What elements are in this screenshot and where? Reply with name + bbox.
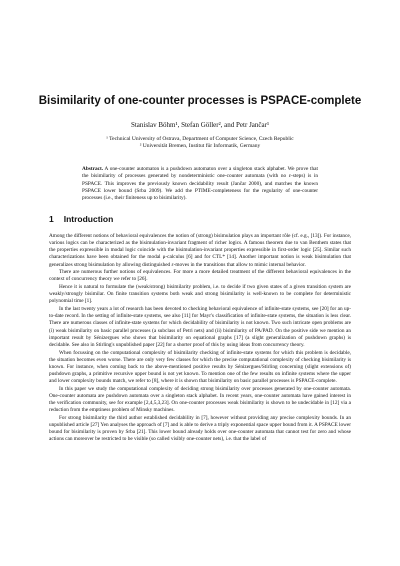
paragraph: In this paper we study the computational complexity of deciding strong bisimilarity over processes generated by one-counter automata. One-counter automata are pushdown automata over a singleton stack alphabet. In recent years, one-counter automata have gained interest in the verification community, see for example [2,4,5,3,23]. On one-counter processes weak bisimilarity is shown to be undecidable in [12] via a reduction from the emptiness problem of Minsky machines.: [49, 385, 351, 414]
paragraph: Hence it is natural to formulate the (weak/strong) bisimilarity problem, i.e. to decide if two given states of a given transition system are weakly/strongly bisimilar. On finite transition systems both weak and strong bisimilarity is well-known to be complete for deterministic polynomial time [1].: [49, 284, 351, 305]
section-body: [49, 233, 351, 444]
paragraph: Among the different notions of behavioral equivalences the notion of (strong) bisimulation plays an important rôle (cf. e.g., [13]). For instance, various logics can be characterized as the bisimulation-invariant fragment of richer logics. A famous theorem due to van Benthem states that the properties expressible in modal logic coincide with the bisimulation-invariant properties expressible in first-order logic [25]. Similar such characterizations have been obtained for the modal μ-calculus [6] and for CTL* [14]. Another important notion is weak bisimulation that generalizes strong bisimulation by allowing distinguished ε-moves in the transitions that allow to mimic internal behavior.: [49, 233, 351, 268]
abstract-text: A one-counter automaton is a pushdown automaton over a singleton stack alphabet. We prove that the bisimilarity of processes generated by nondeterministic one-counter automata (with no ε-steps) is in PSPACE. This improves the previously known decidability result (Jančar 2000), and matches the known PSPACE lower bound (Srba 2009). We add the PTIME-completeness for the regularity of one-counter processes (i.e., their finiteness up to bisimilarity).: [82, 166, 318, 202]
section-heading: [49, 214, 113, 224]
section-title: Introduction: [63, 214, 114, 224]
affiliation-1: ¹ Technical University of Ostrava, Department of Computer Science, Czech Republic: [106, 136, 294, 142]
paper-title: Bisimilarity of one-counter processes is PSPACE-complete: [38, 95, 362, 107]
paper-authors: Stanislav Böhm¹, Stefan Göller², and Petr Jančar¹: [130, 121, 270, 129]
abstract: [82, 166, 318, 202]
paragraph: In the last twenty years a lot of research has been devoted to checking behavioral equivalence of infinite-state systems, see [20] for an up-to-date record. In the setting of infinite-state systems, see also [11] for Mayr's classification of infinite-state systems, the situation is less clear. There are numerous classes of infinite-state systems for which decidability of bisimilarity is not known. Two such intricate open problems are (i) weak bisimilarity on basic parallel processes (a subclass of Petri nets) and (ii) bisimilarity of PA/PAD. On the positive side we mention an important result by Sénizergues who shows that bisimilarity on equational graphs [17] (a slight generalization of pushdown graphs) is decidable. See also in Stirling's unpublished paper [22] for a shorter proof of this by using ideas from concurrency theory.: [49, 306, 351, 348]
paragraph: When focussing on the computational complexity of bisimilarity checking of infinite-state systems for which this problem is decidable, the situation becomes even worse. There are only very few classes for which the precise computational complexity of checking bisimilarity is known. For instance, when coming back to the above-mentioned positive results by Sénizergues/Stirling concerning (slight extensions of) pushdown graphs, a primitive recursive upper bound is not yet known. To mention one of the few results on infinite systems where the upper and lower complexity bounds match, we refer to [8], where it is shown that bisimilarity on basic parallel processes is PSPACE-complete.: [49, 349, 351, 385]
affiliation-2: ² Universität Bremen, Institut für Informatik, Germany: [139, 143, 261, 149]
paragraph: There are numerous further notions of equivalences. For more a more detailed treatment of the different behavioral equivalences in the context of concurrency theory we refer to [26].: [49, 269, 351, 283]
paragraph: For strong bisimilarity the third author established decidability in [7], however without providing any precise complexity bounds. In an unpublished article [27] Yen analyses the approach of [7] and is able to derive a triply exponential space upper bound from it. A PSPACE lower bound for bisimilarity is proven by Srba [21]. This lower bound already holds over one-counter automata that cannot test for zero and whose actions can moreover be restricted to be visible (so called visibly one-counter nets), i.e. that the label of: [49, 414, 351, 443]
section-number: 1: [49, 214, 54, 224]
abstract-label: Abstract.: [82, 166, 104, 172]
